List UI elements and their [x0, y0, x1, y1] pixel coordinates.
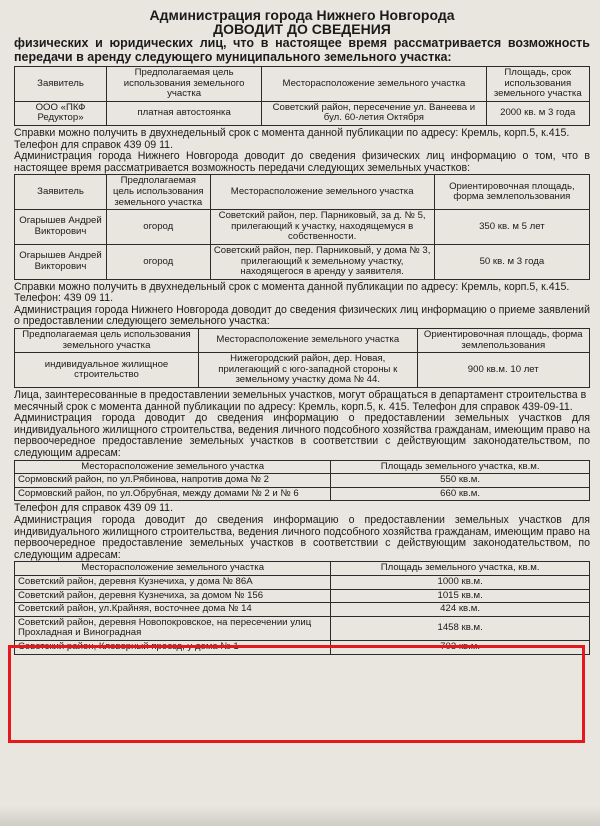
table-header-cell: Месторасположение земельного участка [15, 460, 331, 474]
note-3: Лица, заинтересованные в предоставлении земельных участков, могут обращаться в департамент строительства в месячный срок с момента данной публикации по адресу: Кремль, корп.5, к. 415. Телефон для справок 439-09-11. [14, 389, 587, 413]
table-cell: огород [107, 210, 211, 245]
table-cell: 703 кв.м. [331, 640, 590, 654]
note-2: Справки можно получить в двухнедельный срок с момента данной публикации по адресу: Кремль, корп.5, к.415. Телефон: 439 09 11. [14, 280, 570, 305]
table-cell: платная автостоянка [107, 101, 262, 125]
table-header-cell: Предполагаемая цель использования земельного участка [107, 175, 211, 210]
table-header-cell: Месторасположение земельного участка [262, 67, 486, 102]
table-row [15, 640, 590, 654]
table-cell: 350 кв. м 5 лет [434, 210, 589, 245]
table-cell: индивидуальное жилищное строительство [15, 353, 199, 388]
table-header-row [15, 67, 590, 102]
table-cell: 424 кв.м. [331, 603, 590, 617]
notice-column [14, 8, 590, 655]
table-cell: Советский район, деревня Кузнечиха, за домом № 156 [15, 589, 331, 603]
table-cell: Советский район, пересечение ул. Ванеева и бул. 60-летия Октября [262, 101, 486, 125]
paragraph-3: Администрация города Нижнего Новгорода доводит до сведения физических лиц информацию о приеме заявлений о предоставлении следующего земельного участка: [14, 303, 590, 328]
table-header-cell: Заявитель [15, 175, 107, 210]
title-line-2: ДОВОДИТ ДО СВЕДЕНИЯ [213, 21, 391, 37]
table-row [15, 210, 590, 245]
table-cell: ООО «ПКФ Редуктор» [15, 101, 107, 125]
lead-text: физических и юридических лиц, что в настоящее время рассматривается возможность передачи в аренду следующего муниципального земельного участка: [14, 36, 590, 64]
table-header-cell: Месторасположение земельного участка [15, 562, 331, 576]
table-row [15, 474, 590, 488]
table-5 [14, 561, 590, 654]
table-cell: 1000 кв.м. [331, 575, 590, 589]
note-4: Телефон для справок 439 09 11. [14, 502, 174, 515]
table-cell: огород [107, 244, 211, 279]
table-header-row [15, 175, 590, 210]
table-header-cell: Ориентировочная площадь, форма землепользования [434, 175, 589, 210]
page-edge-shadow [0, 806, 600, 826]
table-cell: Нижегородский район, дер. Новая, прилегающий с юго-западной стороны к земельному участку дома № 44. [199, 353, 418, 388]
note-1: Справки можно получить в двухнедельный срок с момента данной публикации по адресу: Кремль, корп.5, к.415. Телефон для справок 439 09 11. [14, 126, 570, 151]
table-cell: 1015 кв.м. [331, 589, 590, 603]
table-cell: Советский район, Клеверный проезд, у дома № 1 [15, 640, 331, 654]
table-1 [14, 66, 590, 126]
title-line-1: Администрация города Нижнего Новгорода [149, 7, 455, 23]
paragraph-4: Администрация города доводит до сведения информацию о предоставлении земельных участков для индивидуального жилищного строительства, ведения личного подсобного хозяйства гражданам, имеющим право на первоочередное предоставление земельных участков в соответствии с действующим законодательством, по следующим адресам: [14, 412, 590, 459]
table-header-cell: Заявитель [15, 67, 107, 102]
table-header-row [15, 562, 590, 576]
table-3 [14, 328, 590, 388]
table-row [15, 616, 590, 640]
table-header-cell: Предполагаемая цель использования земельного участка [15, 329, 199, 353]
table-row [15, 101, 590, 125]
table-row [15, 487, 590, 501]
table-cell: 50 кв. м 3 года [434, 244, 589, 279]
table-cell: Советский район, пер. Парниковый, у дома № 3, прилегающий к земельному участку, находящегося в аренду у заявителя. [210, 244, 434, 279]
table-4 [14, 460, 590, 502]
table-cell: Огарышев Андрей Викторович [15, 244, 107, 279]
table-row [15, 603, 590, 617]
table-header-cell: Площадь земельного участка, кв.м. [331, 562, 590, 576]
table-cell: 900 кв.м. 10 лет [417, 353, 590, 388]
table-2 [14, 174, 590, 279]
table-cell: Советский район, пер. Парниковый, за д. № 5, прилегающий к участку, находящемуся в собственности. [210, 210, 434, 245]
highlight-box [8, 645, 585, 743]
table-cell: 1458 кв.м. [331, 616, 590, 640]
table-cell: Советский район, ул.Крайняя, восточнее дома № 14 [15, 603, 331, 617]
table-row [15, 244, 590, 279]
table-header-cell: Месторасположение земельного участка [210, 175, 434, 210]
table-header-cell: Площадь земельного участка, кв.м. [331, 460, 590, 474]
table-row [15, 589, 590, 603]
table-header-cell: Ориентировочная площадь, форма землепользования [417, 329, 590, 353]
paragraph-5: Администрация города доводит до сведения информацию о предоставлении земельных участков для индивидуального жилищного строительства, ведения личного подсобного хозяйства гражданам, имеющим право на первоочередное предоставление земельных участков в соответствии с действующим законодательством, по следующим адресам: [14, 513, 590, 561]
table-cell: Сормовский район, по ул.Обрубная, между домами № 2 и № 6 [15, 487, 331, 501]
table-cell: Советский район, деревня Кузнечиха, у дома № 86А [15, 575, 331, 589]
table-cell: 2000 кв. м 3 года [486, 101, 590, 125]
table-cell: Огарышев Андрей Викторович [15, 210, 107, 245]
paragraph-2: Администрация города Нижнего Новгорода доводит до сведения физических лиц информацию о том, что в настоящее время рассматривается возможность передачи следующих земельных участков: [14, 150, 590, 174]
table-header-row [15, 329, 590, 353]
table-cell: Советский район, деревня Новопокровское, на пересечении улиц Прохладная и Виноградная [15, 616, 331, 640]
table-row [15, 575, 590, 589]
table-cell: Сормовский район, по ул.Рябинова, напротив дома № 2 [15, 474, 331, 488]
table-header-cell: Площадь, срок использования земельного участка [486, 67, 590, 102]
table-header-cell: Предполагаемая цель использования земельного участка [107, 67, 262, 102]
table-row [15, 353, 590, 388]
table-cell: 550 кв.м. [331, 474, 590, 488]
table-header-cell: Месторасположение земельного участка [199, 329, 418, 353]
table-cell: 660 кв.м. [331, 487, 590, 501]
table-header-row [15, 460, 590, 474]
